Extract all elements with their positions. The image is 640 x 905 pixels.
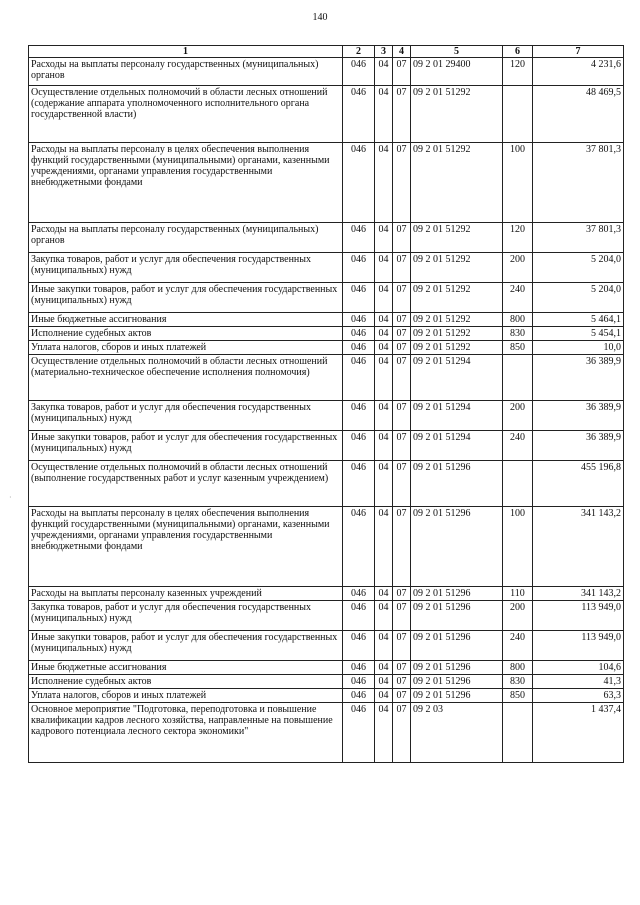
row-subsection-cell: 07 xyxy=(393,507,411,587)
row-name-cell: Иные закупки товаров, работ и услуг для обеспечения государственных (муниципальных) нужд xyxy=(29,283,343,313)
row-section-cell: 04 xyxy=(375,313,393,327)
row-expense-type-cell xyxy=(503,355,533,401)
row-target-article-cell: 09 2 01 51296 xyxy=(411,661,503,675)
row-amount-cell: 341 143,2 xyxy=(533,587,624,601)
page-number: 140 xyxy=(312,12,328,23)
table-row xyxy=(29,143,624,223)
row-subsection-cell: 07 xyxy=(393,689,411,703)
table-row xyxy=(29,327,624,341)
row-expense-type-cell: 120 xyxy=(503,223,533,253)
scan-mark: · xyxy=(9,493,12,502)
row-admin-code-cell: 046 xyxy=(343,431,375,461)
row-expense-type-cell: 240 xyxy=(503,283,533,313)
table-row xyxy=(29,341,624,355)
row-target-article-cell: 09 2 01 51296 xyxy=(411,601,503,631)
row-expense-type-cell: 120 xyxy=(503,58,533,86)
table-row xyxy=(29,689,624,703)
row-expense-type-cell xyxy=(503,461,533,507)
row-target-article-cell: 09 2 01 51292 xyxy=(411,341,503,355)
header-col-3: 3 xyxy=(375,46,393,58)
row-admin-code-cell: 046 xyxy=(343,689,375,703)
row-admin-code-cell: 046 xyxy=(343,283,375,313)
row-name-cell: Расходы на выплаты персоналу в целях обеспечения выполнения функций государственными (муниципальными) органами, казенными учреждениями, органами управления государственными внебюджетными фондами xyxy=(29,143,343,223)
row-amount-cell: 455 196,8 xyxy=(533,461,624,507)
row-admin-code-cell: 046 xyxy=(343,675,375,689)
row-section-cell: 04 xyxy=(375,86,393,143)
row-admin-code-cell: 046 xyxy=(343,313,375,327)
table-row xyxy=(29,461,624,507)
row-target-article-cell: 09 2 01 51292 xyxy=(411,253,503,283)
row-amount-cell: 4 231,6 xyxy=(533,58,624,86)
row-name-cell: Расходы на выплаты персоналу казенных учреждений xyxy=(29,587,343,601)
table-row xyxy=(29,58,624,86)
row-subsection-cell: 07 xyxy=(393,313,411,327)
row-admin-code-cell: 046 xyxy=(343,327,375,341)
row-admin-code-cell: 046 xyxy=(343,58,375,86)
row-expense-type-cell xyxy=(503,86,533,143)
row-section-cell: 04 xyxy=(375,283,393,313)
row-expense-type-cell: 800 xyxy=(503,313,533,327)
row-amount-cell: 5 204,0 xyxy=(533,283,624,313)
table-row xyxy=(29,675,624,689)
table-row xyxy=(29,401,624,431)
table-row xyxy=(29,313,624,327)
row-section-cell: 04 xyxy=(375,661,393,675)
row-amount-cell: 36 389,9 xyxy=(533,431,624,461)
row-target-article-cell: 09 2 03 xyxy=(411,703,503,763)
row-admin-code-cell: 046 xyxy=(343,507,375,587)
header-col-4: 4 xyxy=(393,46,411,58)
header-col-6: 6 xyxy=(503,46,533,58)
row-section-cell: 04 xyxy=(375,587,393,601)
row-section-cell: 04 xyxy=(375,327,393,341)
row-admin-code-cell: 046 xyxy=(343,661,375,675)
table-row xyxy=(29,703,624,763)
row-expense-type-cell: 850 xyxy=(503,341,533,355)
row-admin-code-cell: 046 xyxy=(343,601,375,631)
row-amount-cell: 113 949,0 xyxy=(533,601,624,631)
row-name-cell: Иные закупки товаров, работ и услуг для обеспечения государственных (муниципальных) нужд xyxy=(29,631,343,661)
table-row xyxy=(29,355,624,401)
row-expense-type-cell: 830 xyxy=(503,675,533,689)
header-col-2: 2 xyxy=(343,46,375,58)
row-target-article-cell: 09 2 01 51292 xyxy=(411,327,503,341)
row-expense-type-cell: 100 xyxy=(503,507,533,587)
row-name-cell: Уплата налогов, сборов и иных платежей xyxy=(29,341,343,355)
row-expense-type-cell xyxy=(503,703,533,763)
row-name-cell: Расходы на выплаты персоналу в целях обеспечения выполнения функций государственными (муниципальными) органами, казенными учреждениями, органами управления государственными внебюджетными фондами xyxy=(29,507,343,587)
row-name-cell: Закупка товаров, работ и услуг для обеспечения государственных (муниципальных) нужд xyxy=(29,401,343,431)
row-section-cell: 04 xyxy=(375,507,393,587)
row-subsection-cell: 07 xyxy=(393,223,411,253)
row-admin-code-cell: 046 xyxy=(343,587,375,601)
row-name-cell: Осуществление отдельных полномочий в области лесных отношений (материально-техническое обеспечение исполнения полномочия) xyxy=(29,355,343,401)
row-section-cell: 04 xyxy=(375,253,393,283)
table-row xyxy=(29,253,624,283)
row-amount-cell: 63,3 xyxy=(533,689,624,703)
row-amount-cell: 10,0 xyxy=(533,341,624,355)
table-row xyxy=(29,86,624,143)
row-target-article-cell: 09 2 01 51292 xyxy=(411,223,503,253)
row-subsection-cell: 07 xyxy=(393,661,411,675)
row-amount-cell: 113 949,0 xyxy=(533,631,624,661)
row-expense-type-cell: 830 xyxy=(503,327,533,341)
row-section-cell: 04 xyxy=(375,401,393,431)
row-amount-cell: 41,3 xyxy=(533,675,624,689)
row-target-article-cell: 09 2 01 51292 xyxy=(411,143,503,223)
row-expense-type-cell: 200 xyxy=(503,401,533,431)
row-target-article-cell: 09 2 01 51294 xyxy=(411,401,503,431)
row-expense-type-cell: 200 xyxy=(503,601,533,631)
row-amount-cell: 1 437,4 xyxy=(533,703,624,763)
row-expense-type-cell: 110 xyxy=(503,587,533,601)
row-name-cell: Закупка товаров, работ и услуг для обеспечения государственных (муниципальных) нужд xyxy=(29,601,343,631)
row-amount-cell: 5 464,1 xyxy=(533,313,624,327)
row-target-article-cell: 09 2 01 51294 xyxy=(411,431,503,461)
row-subsection-cell: 07 xyxy=(393,86,411,143)
row-target-article-cell: 09 2 01 51294 xyxy=(411,355,503,401)
row-target-article-cell: 09 2 01 29400 xyxy=(411,58,503,86)
row-section-cell: 04 xyxy=(375,631,393,661)
header-col-5: 5 xyxy=(411,46,503,58)
table-row xyxy=(29,431,624,461)
row-amount-cell: 5 454,1 xyxy=(533,327,624,341)
row-amount-cell: 36 389,9 xyxy=(533,355,624,401)
table-row xyxy=(29,283,624,313)
row-amount-cell: 37 801,3 xyxy=(533,143,624,223)
row-admin-code-cell: 046 xyxy=(343,253,375,283)
row-name-cell: Иные бюджетные ассигнования xyxy=(29,313,343,327)
row-subsection-cell: 07 xyxy=(393,341,411,355)
row-target-article-cell: 09 2 01 51296 xyxy=(411,675,503,689)
row-admin-code-cell: 046 xyxy=(343,86,375,143)
row-name-cell: Основное мероприятие "Подготовка, переподготовка и повышение квалификации кадров лесного хозяйства, направленные на повышение кадрового потенциала лесного сектора экономики" xyxy=(29,703,343,763)
row-amount-cell: 37 801,3 xyxy=(533,223,624,253)
row-subsection-cell: 07 xyxy=(393,401,411,431)
row-subsection-cell: 07 xyxy=(393,283,411,313)
row-section-cell: 04 xyxy=(375,703,393,763)
row-section-cell: 04 xyxy=(375,601,393,631)
row-name-cell: Исполнение судебных актов xyxy=(29,675,343,689)
row-name-cell: Иные закупки товаров, работ и услуг для обеспечения государственных (муниципальных) нужд xyxy=(29,431,343,461)
row-expense-type-cell: 800 xyxy=(503,661,533,675)
row-admin-code-cell: 046 xyxy=(343,401,375,431)
row-section-cell: 04 xyxy=(375,431,393,461)
row-subsection-cell: 07 xyxy=(393,355,411,401)
row-subsection-cell: 07 xyxy=(393,703,411,763)
row-subsection-cell: 07 xyxy=(393,631,411,661)
row-section-cell: 04 xyxy=(375,675,393,689)
row-admin-code-cell: 046 xyxy=(343,631,375,661)
row-amount-cell: 48 469,5 xyxy=(533,86,624,143)
row-amount-cell: 5 204,0 xyxy=(533,253,624,283)
row-target-article-cell: 09 2 01 51292 xyxy=(411,283,503,313)
row-subsection-cell: 07 xyxy=(393,143,411,223)
row-section-cell: 04 xyxy=(375,223,393,253)
row-target-article-cell: 09 2 01 51296 xyxy=(411,587,503,601)
row-section-cell: 04 xyxy=(375,58,393,86)
row-expense-type-cell: 240 xyxy=(503,631,533,661)
table-row xyxy=(29,507,624,587)
row-admin-code-cell: 046 xyxy=(343,461,375,507)
row-section-cell: 04 xyxy=(375,143,393,223)
row-subsection-cell: 07 xyxy=(393,461,411,507)
row-amount-cell: 341 143,2 xyxy=(533,507,624,587)
row-target-article-cell: 09 2 01 51296 xyxy=(411,507,503,587)
row-section-cell: 04 xyxy=(375,461,393,507)
row-target-article-cell: 09 2 01 51296 xyxy=(411,461,503,507)
row-section-cell: 04 xyxy=(375,689,393,703)
row-subsection-cell: 07 xyxy=(393,675,411,689)
table-row xyxy=(29,601,624,631)
row-subsection-cell: 07 xyxy=(393,58,411,86)
row-name-cell: Расходы на выплаты персоналу государственных (муниципальных) органов xyxy=(29,223,343,253)
row-subsection-cell: 07 xyxy=(393,431,411,461)
header-col-7: 7 xyxy=(533,46,624,58)
row-target-article-cell: 09 2 01 51292 xyxy=(411,86,503,143)
row-name-cell: Иные бюджетные ассигнования xyxy=(29,661,343,675)
row-subsection-cell: 07 xyxy=(393,327,411,341)
row-target-article-cell: 09 2 01 51292 xyxy=(411,313,503,327)
row-name-cell: Исполнение судебных актов xyxy=(29,327,343,341)
table-row xyxy=(29,587,624,601)
row-name-cell: Осуществление отдельных полномочий в области лесных отношений (выполнение государственных работ и услуг казенным учреждением) xyxy=(29,461,343,507)
row-name-cell: Закупка товаров, работ и услуг для обеспечения государственных (муниципальных) нужд xyxy=(29,253,343,283)
row-expense-type-cell: 200 xyxy=(503,253,533,283)
row-section-cell: 04 xyxy=(375,355,393,401)
row-name-cell: Осуществление отдельных полномочий в области лесных отношений (содержание аппарата уполномоченного исполнительного органа государственной власти) xyxy=(29,86,343,143)
table-body xyxy=(29,58,624,763)
table-row xyxy=(29,223,624,253)
row-target-article-cell: 09 2 01 51296 xyxy=(411,689,503,703)
table-row xyxy=(29,661,624,675)
row-admin-code-cell: 046 xyxy=(343,355,375,401)
row-admin-code-cell: 046 xyxy=(343,223,375,253)
row-amount-cell: 36 389,9 xyxy=(533,401,624,431)
row-expense-type-cell: 240 xyxy=(503,431,533,461)
header-col-1: 1 xyxy=(29,46,343,58)
row-subsection-cell: 07 xyxy=(393,601,411,631)
row-expense-type-cell: 100 xyxy=(503,143,533,223)
row-subsection-cell: 07 xyxy=(393,587,411,601)
table-header-row xyxy=(29,46,624,58)
budget-table xyxy=(28,45,624,763)
row-admin-code-cell: 046 xyxy=(343,703,375,763)
row-target-article-cell: 09 2 01 51296 xyxy=(411,631,503,661)
row-name-cell: Уплата налогов, сборов и иных платежей xyxy=(29,689,343,703)
row-amount-cell: 104,6 xyxy=(533,661,624,675)
row-expense-type-cell: 850 xyxy=(503,689,533,703)
row-name-cell: Расходы на выплаты персоналу государственных (муниципальных) органов xyxy=(29,58,343,86)
row-section-cell: 04 xyxy=(375,341,393,355)
row-admin-code-cell: 046 xyxy=(343,143,375,223)
row-subsection-cell: 07 xyxy=(393,253,411,283)
row-admin-code-cell: 046 xyxy=(343,341,375,355)
table-row xyxy=(29,631,624,661)
